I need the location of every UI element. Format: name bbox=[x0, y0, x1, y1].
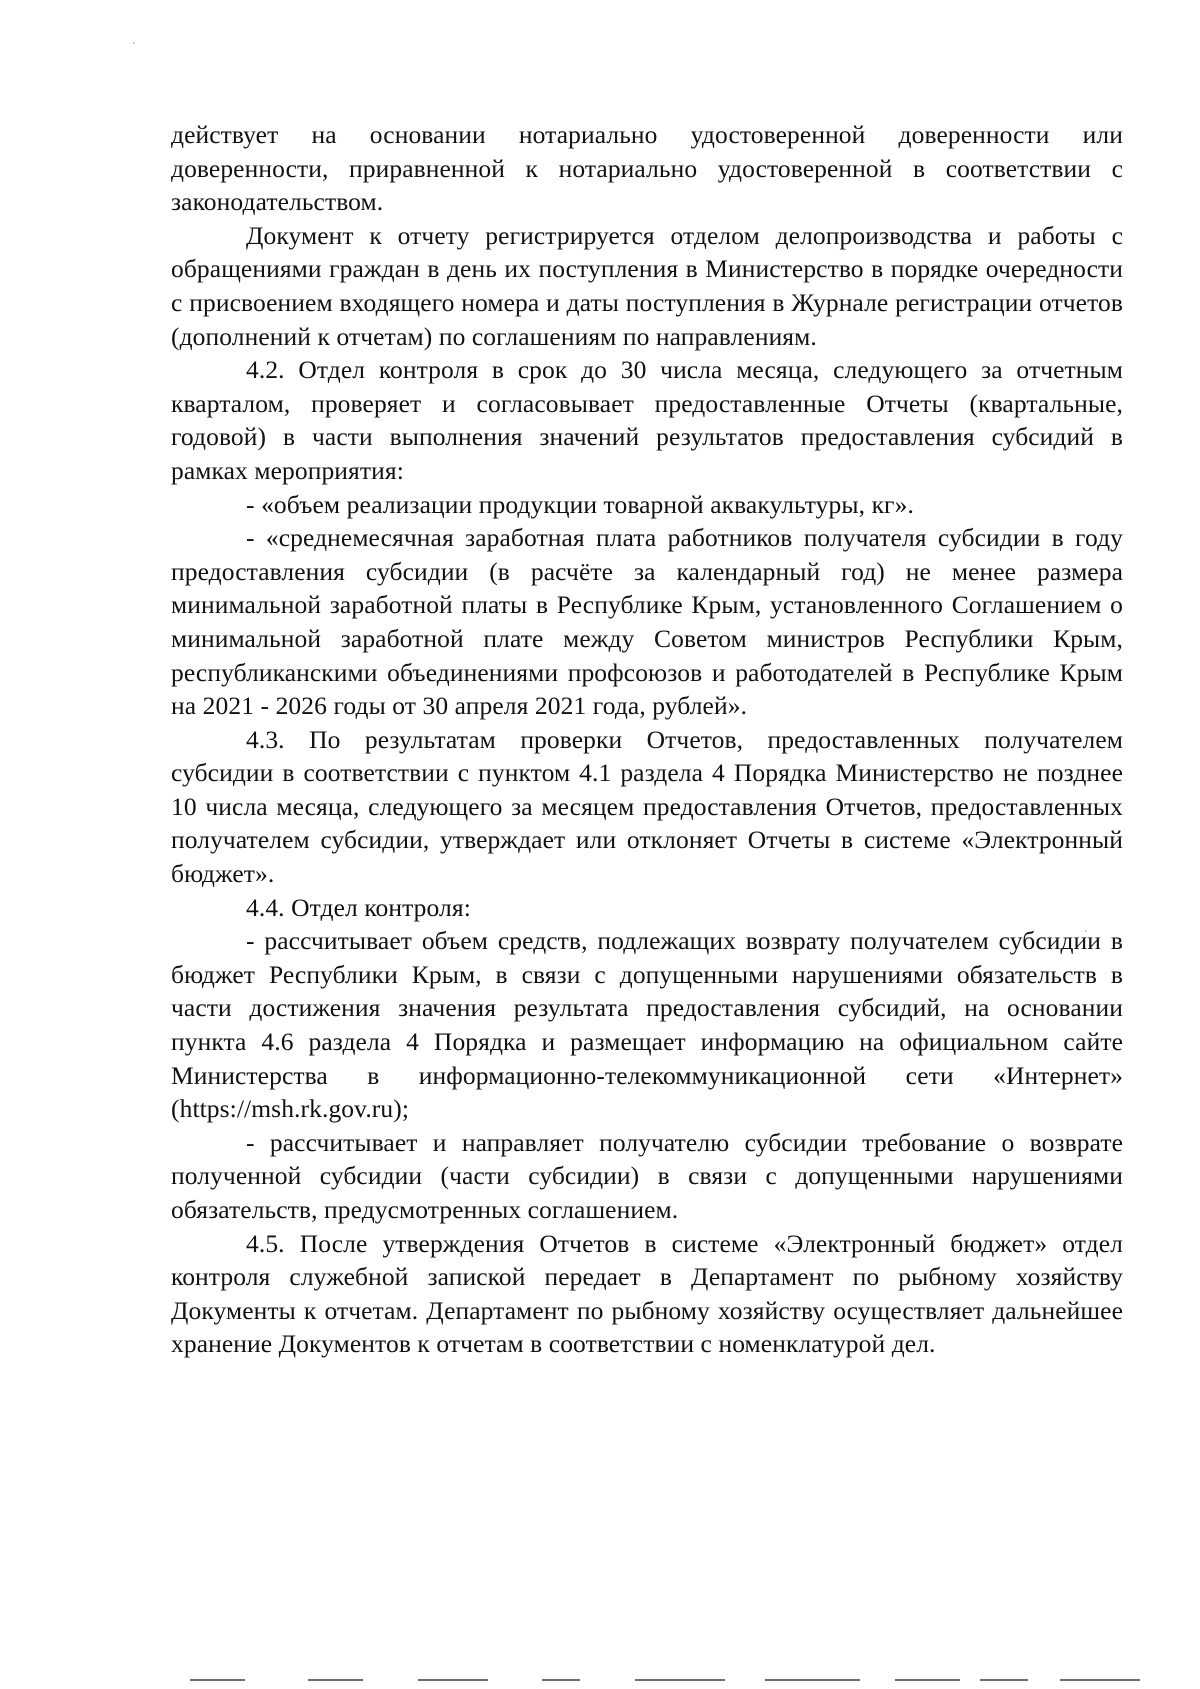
paragraph-calculation: - рассчитывает объем средств, подлежащих возврату получателем субсидии в бюджет Республики Крым, в связи с допущенными нарушениями обязательств в части достижения значения результата предоставления субсидий, на основании пункта 4.6 раздела 4 Порядка и размещает информацию на официальном сайте Министерства в информационно-телекоммуникационной сети «Интернет» (https://msh.rk.gov.ru); bbox=[171, 926, 1123, 1124]
scan-artifact bbox=[133, 42, 135, 44]
footer-line bbox=[635, 1679, 725, 1681]
paragraph-registration: Документ к отчету регистрируется отделом делопроизводства и работы с обращениями граждан в день их поступления в Министерство в порядке очередности с присвоением входящего номера и даты поступления в Журнале регистрации отчетов (дополнений к отчетам) по соглашениям по направлениям. bbox=[171, 220, 1123, 351]
document-body bbox=[171, 118, 1123, 1361]
footer-line bbox=[308, 1679, 363, 1681]
footer-line bbox=[1060, 1679, 1140, 1681]
footer-line bbox=[190, 1679, 245, 1681]
paragraph-4-3: 4.3. По результатам проверки Отчетов, предоставленных получателем субсидии в соответствии с пунктом 4.1 раздела 4 Порядка Министерство не позднее 10 числа месяца, следующего за месяцем предоставления Отчетов, предоставленных получателем субсидии, утверждает или отклоняет Отчеты в системе «Электронный бюджет». bbox=[171, 724, 1123, 889]
paragraph-4-5: 4.5. После утверждения Отчетов в системе «Электронный бюджет» отдел контроля служебной запиской передает в Департамент по рыбному хозяйству Документы к отчетам. Департамент по рыбному хозяйству осуществляет дальнейшее хранение Документов к отчетам в соответствии с номенклатурой дел. bbox=[171, 1228, 1123, 1359]
footer-line bbox=[542, 1679, 580, 1681]
footer-line bbox=[765, 1679, 860, 1681]
paragraph-result-salary: - «среднемесячная заработная плата работников получателя субсидии в году предоставления субсидии (в расчёте за календарный год) не менее размера минимальной заработной платы в Республике Крым, установленного Соглашением о минимальной заработной плате между Советом министров Республики Крым, республиканскими объединениями профсоюзов и работодателей в Республике Крым на 2021 - 2026 годы от 30 апреля 2021 года, рублей». bbox=[171, 523, 1123, 721]
footer-line bbox=[895, 1679, 960, 1681]
paragraph-continuation: действует на основании нотариально удостоверенной доверенности или доверенности, приравненной к нотариально удостоверенной в соответствии с законодательством. bbox=[171, 120, 1123, 217]
paragraph-4-2: 4.2. Отдел контроля в срок до 30 числа месяца, следующего за отчетным кварталом, проверяет и согласовывает предоставленные Отчеты (квартальные, годовой) в части выполнения значений результатов предоставления субсидий в рамках мероприятия: bbox=[171, 355, 1123, 485]
paragraph-result-volume: - «объем реализации продукции товарной аквакультуры, кг». bbox=[246, 489, 914, 519]
paragraph-4-4: 4.4. Отдел контроля: bbox=[246, 892, 471, 922]
paragraph-refund-request: - рассчитывает и направляет получателю субсидии требование о возврате полученной субсидии (части субсидии) в связи с допущенными нарушениями обязательств, предусмотренных соглашением. bbox=[171, 1127, 1123, 1224]
scan-footer-lines bbox=[190, 1679, 1180, 1685]
footer-line bbox=[980, 1679, 1028, 1681]
footer-line bbox=[418, 1679, 488, 1681]
